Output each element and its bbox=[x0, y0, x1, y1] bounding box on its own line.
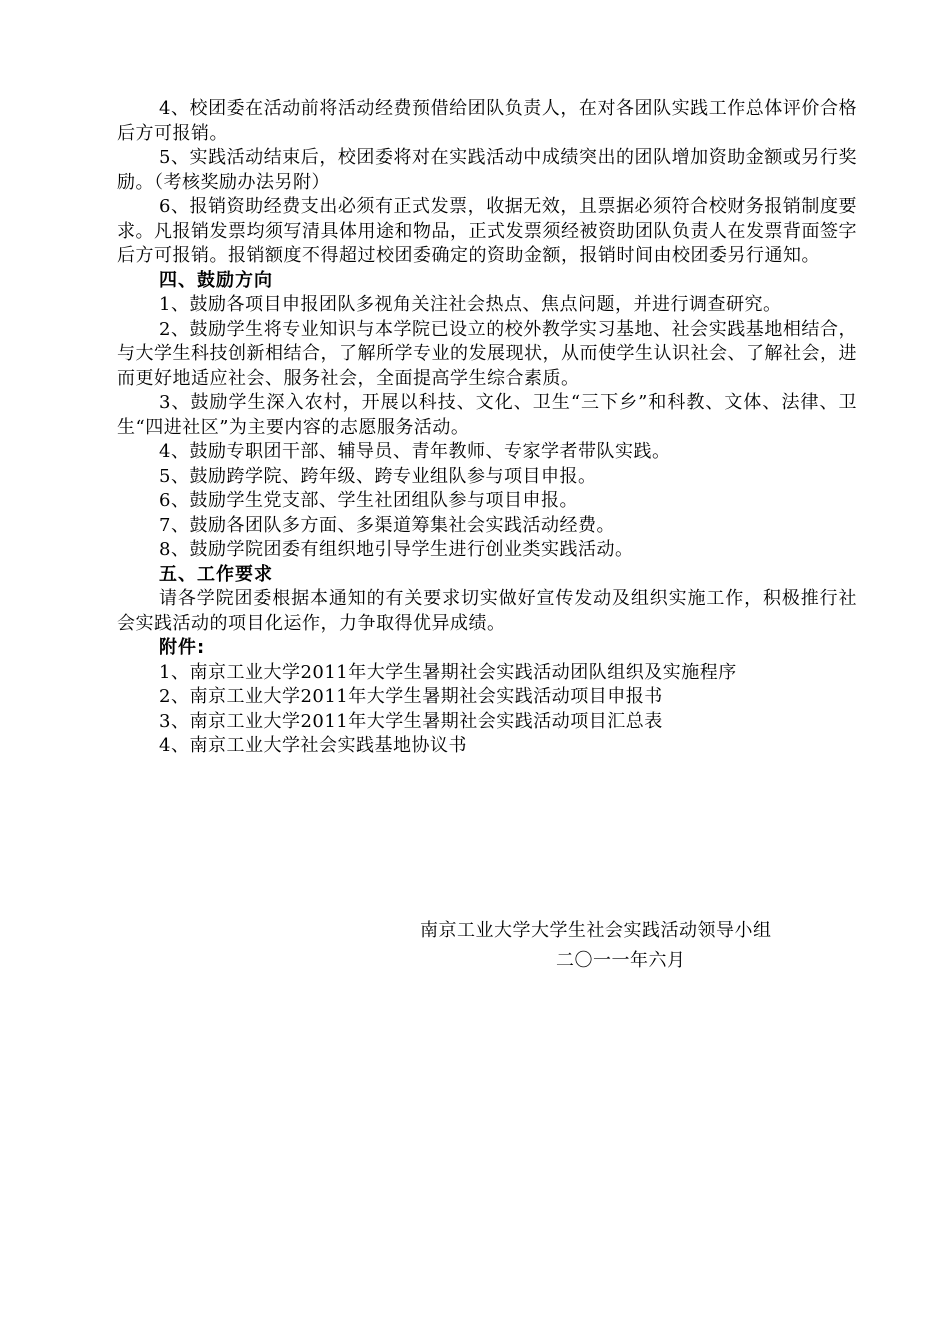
section4-item-6: 6、鼓励学生党支部、学生社团组队参与项目申报。 bbox=[159, 490, 578, 511]
signature-block bbox=[420, 916, 860, 976]
section4-item-3: 3、鼓励学生深入农村，开展以科技、文化、卫生“三下乡”和科教、文体、法律、卫生“四进社区”为主要内容的志愿服务活动。 bbox=[117, 392, 857, 438]
section4-item-5: 5、鼓励跨学院、跨年级、跨专业组队参与项目申报。 bbox=[159, 465, 597, 487]
section4-item-8: 8、鼓励学院团委有组织地引导学生进行创业类实践活动。 bbox=[159, 539, 634, 560]
section4-item-2: 2、鼓励学生将专业知识与本学院已设立的校外教学实习基地、社会实践基地相结合，与大学生科技创新相结合，了解所学专业的发展现状，从而使学生认识社会、了解社会，进而更好地适应社会、服务社会，全面提高学生综合素质。 bbox=[117, 318, 857, 389]
section4-item-4: 4、鼓励专职团干部、辅导员、青年教师、专家学者带队实践。 bbox=[159, 441, 671, 462]
attachment-item-2: 2、南京工业大学2011年大学生暑期社会实践活动项目申报书 bbox=[159, 686, 663, 707]
section5-heading: 五、工作要求 bbox=[159, 563, 273, 585]
section4-item-1: 1、鼓励各项目申报团队多视角关注社会热点、焦点问题，并进行调查研究。 bbox=[159, 294, 782, 315]
section5-text: 请各学院团委根据本通知的有关要求切实做好宣传发动及组织实施工作，积极推行社会实践活动的项目化运作，力争取得优异成绩。 bbox=[117, 588, 857, 634]
signature-date: 二〇一一年六月 bbox=[556, 950, 686, 971]
section3-item-4: 4、校团委在活动前将活动经费预借给团队负责人，在对各团队实践工作总体评价合格后方可报销。 bbox=[117, 98, 857, 144]
section3-item-5: 5、实践活动结束后，校团委将对在实践活动中成绩突出的团队增加资助金额或另行奖励。（考核奖励办法另附） bbox=[117, 147, 857, 193]
attachment-item-4: 4、南京工业大学社会实践基地协议书 bbox=[159, 735, 467, 756]
section3-item-6: 6、报销资助经费支出必须有正式发票，收据无效，且票据必须符合校财务报销制度要求。凡报销发票均须写清具体用途和物品，正式发票须经被资助团队负责人在发票背面签字后方可报销。报销额度不得超过校团委确定的资助金额，报销时间由校团委另行通知。 bbox=[117, 196, 857, 266]
attachment-item-1: 1、南京工业大学2011年大学生暑期社会实践活动团队组织及实施程序 bbox=[159, 661, 737, 683]
signature-organization: 南京工业大学大学生社会实践活动领导小组 bbox=[420, 920, 772, 941]
document-body bbox=[117, 97, 857, 759]
section4-heading: 四、鼓励方向 bbox=[159, 269, 273, 291]
section4-item-7: 7、鼓励各团队多方面、多渠道筹集社会实践活动经费。 bbox=[159, 514, 615, 536]
attachment-item-3: 3、南京工业大学2011年大学生暑期社会实践活动项目汇总表 bbox=[159, 710, 663, 732]
attachments-heading: 附件: bbox=[159, 637, 206, 658]
